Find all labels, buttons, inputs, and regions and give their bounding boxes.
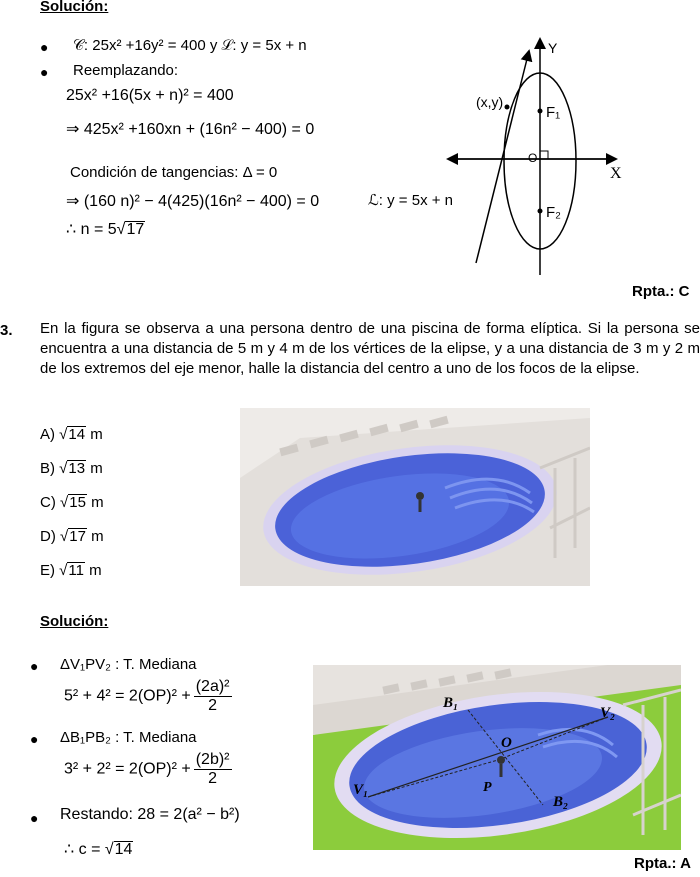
fraction: [194, 751, 232, 788]
ellipse-line-equation: 𝒞: 25x² +16y² = 400 y ℒ: y = 5x + n: [73, 37, 307, 54]
focus-2-point: [538, 209, 543, 214]
median-theorem-1: ΔV₁PV₂ : T. Mediana: [60, 656, 197, 673]
replacing-label: Reemplazando:: [73, 62, 179, 79]
x-axis-label: X: [610, 165, 622, 182]
option-unit: m: [91, 528, 104, 545]
solution-heading: Solución:: [40, 0, 109, 15]
final-result-prefix: ∴ c =: [64, 841, 105, 858]
fraction-numerator: (2b)²: [195, 751, 230, 768]
equation-4-prefix: ∴ n = 5: [66, 221, 117, 238]
option-row: C) √15 m: [40, 494, 104, 511]
bullet: ●: [30, 658, 39, 674]
option-letter: D): [40, 528, 56, 545]
bullet: ●: [40, 64, 49, 80]
answer-3: Rpta.: A: [634, 855, 691, 872]
fraction: [194, 678, 232, 715]
sqrt-17: 17: [126, 221, 145, 238]
equation-3: ⇒ (160 n)² − 4(425)(16n² − 400) = 0: [66, 193, 320, 210]
final-result: ∴ c = √14: [64, 841, 133, 858]
option-unit: m: [90, 460, 103, 477]
equation-2: ⇒ 425x² +160xn + (16n² − 400) = 0: [66, 121, 315, 138]
equation-median-1: [64, 678, 235, 715]
option-root: 11: [68, 562, 84, 579]
line-label: ℒ: y = 5x + n: [368, 192, 454, 209]
question-text: En la figura se observa a una persona dentro de una piscina de forma elíptica. Si la persona se encuentra a una distancia de 5 m y 4 m de los vértices de la elipse, y a una distancia de 3 m y 2 m de los extremos del eje menor, halle la distancia del centro a uno de los focos de la elipse.: [40, 320, 700, 377]
equation-median-1-left: 5² + 4² = 2(OP)² +: [64, 687, 191, 705]
label-v2: V₂: [600, 705, 616, 721]
option-root: 13: [68, 460, 86, 477]
subtracting-equation: Restando: 28 = 2(a² − b²): [60, 806, 240, 823]
label-p: P: [483, 780, 492, 795]
option-unit: m: [90, 426, 103, 443]
fraction-numerator: (2a)²: [195, 678, 230, 695]
option-row: D) √17 m: [40, 528, 104, 545]
option-letter: B): [40, 460, 55, 477]
median-theorem-2: ΔB₁PB₂ : T. Mediana: [60, 729, 197, 746]
tangent-point: [505, 105, 510, 110]
equation-4: ∴ n = 5√17: [66, 221, 145, 238]
fraction-denominator: 2: [208, 697, 218, 714]
answer-1: Rpta.: C: [632, 283, 690, 300]
bullet: ●: [30, 810, 39, 826]
sqrt-14: 14: [114, 841, 133, 858]
equation-median-2: [64, 751, 235, 788]
option-row: A) √14 m: [40, 426, 103, 443]
fraction-denominator: 2: [208, 770, 218, 787]
bullet: ●: [30, 731, 39, 747]
y-axis-label: Y: [548, 40, 558, 56]
option-root: 14: [68, 426, 86, 443]
option-letter: A): [40, 426, 55, 443]
bullet: ●: [40, 39, 49, 55]
option-row: E) √11 m: [40, 562, 102, 579]
focus-1-point: [538, 109, 543, 114]
option-root: 17: [69, 528, 86, 545]
option-unit: m: [91, 494, 104, 511]
label-o: O: [501, 735, 512, 751]
origin-label: O: [528, 151, 538, 165]
option-letter: E): [40, 562, 55, 579]
tangency-condition: Condición de tangencias: Δ = 0: [70, 164, 278, 181]
label-b1: B₁: [443, 695, 459, 711]
focus-2-label: F₂: [546, 204, 561, 221]
point-label: (x,y): [476, 94, 504, 110]
option-row: B) √13 m: [40, 460, 103, 477]
option-unit: m: [89, 562, 102, 579]
focus-1-label: F₁: [546, 104, 561, 121]
solution-heading-3: Solución:: [40, 613, 109, 630]
pool-image: [240, 408, 590, 586]
question-number: 3.: [0, 322, 13, 339]
equation-median-2-left: 3² + 2² = 2(OP)² +: [64, 760, 191, 778]
option-root: 15: [69, 494, 86, 511]
equation-1: 25x² +16(5x + n)² = 400: [66, 87, 234, 104]
label-v1: V₁: [353, 782, 369, 798]
label-b2: B₂: [553, 794, 569, 810]
option-letter: C): [40, 494, 56, 511]
pool-diagram: [313, 665, 681, 850]
